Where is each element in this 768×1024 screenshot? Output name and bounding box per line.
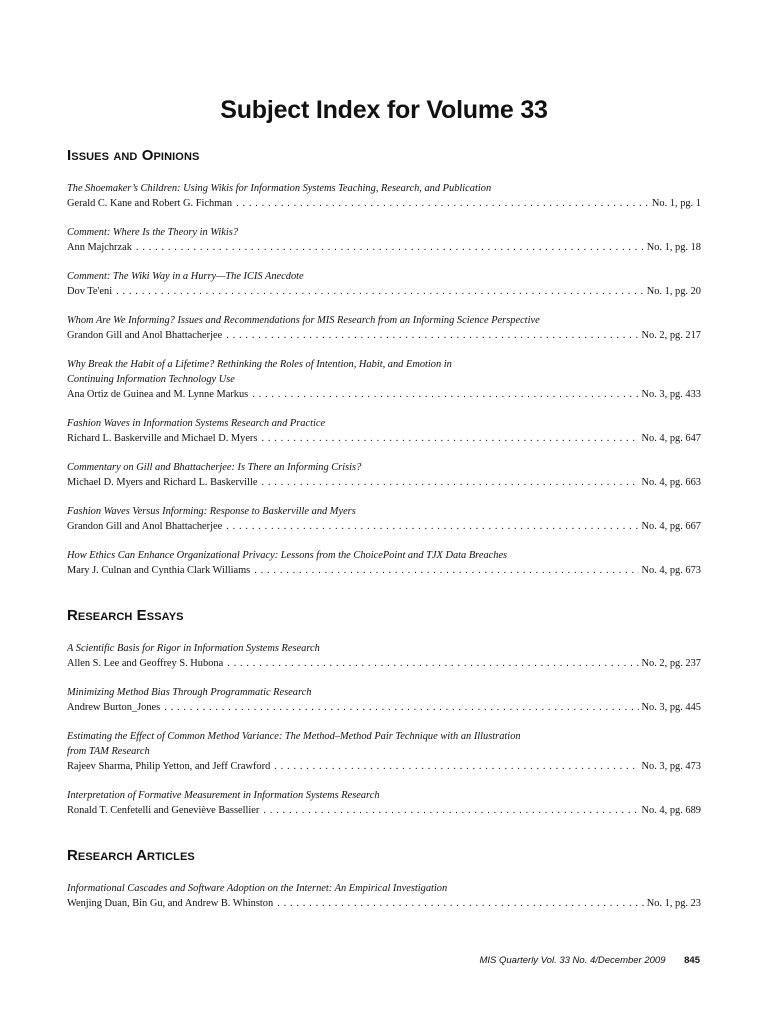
entry-title: Informational Cascades and Software Adoption on the Internet: An Empirical Investigation bbox=[67, 883, 448, 894]
entry-authors: Wenjing Duan, Bin Gu, and Andrew B. Whinston bbox=[67, 898, 274, 909]
dot-leader bbox=[254, 563, 638, 578]
entry-issue-page: No. 4, pg. 673 bbox=[641, 565, 701, 576]
entry-title: Estimating the Effect of Common Method Variance: The Method–Method Pair Technique with an Illustration bbox=[67, 731, 521, 742]
index-entry bbox=[67, 181, 701, 211]
dot-leader bbox=[226, 328, 638, 343]
entry-issue-page: No. 1, pg. 23 bbox=[646, 898, 701, 909]
entry-authors: Andrew Burton_Jones bbox=[67, 702, 161, 713]
entry-list bbox=[67, 881, 701, 911]
entry-issue-page: No. 1, pg. 20 bbox=[646, 286, 701, 297]
entry-issue-page: No. 1, pg. 1 bbox=[651, 198, 701, 209]
dot-leader bbox=[252, 387, 638, 402]
section-heading: Issues and Opinions bbox=[67, 147, 200, 164]
author-line bbox=[67, 656, 701, 671]
entry-authors: Ronald T. Cenfetelli and Geneviève Bassellier bbox=[67, 805, 260, 816]
dot-leader bbox=[274, 759, 638, 774]
section-heading: Research Articles bbox=[67, 847, 195, 864]
dot-leader bbox=[261, 431, 638, 446]
entry-authors: Allen S. Lee and Geoffrey S. Hubona bbox=[67, 658, 224, 669]
entry-title: Minimizing Method Bias Through Programmatic Research bbox=[67, 687, 312, 698]
entry-title: How Ethics Can Enhance Organizational Privacy: Lessons from the ChoicePoint and TJX Data Breaches bbox=[67, 550, 508, 561]
author-line bbox=[67, 803, 701, 818]
entry-list bbox=[67, 641, 701, 818]
author-line bbox=[67, 475, 701, 490]
entry-title: The Shoemaker’s Children: Using Wikis for Information Systems Teaching, Research, and Publication bbox=[67, 183, 492, 194]
entry-title: Why Break the Habit of a Lifetime? Rethinking the Roles of Intention, Habit, and Emotion in bbox=[67, 359, 452, 370]
index-entry bbox=[67, 685, 701, 715]
entry-authors: Dov Te'eni bbox=[67, 286, 113, 297]
page-title: Subject Index for Volume 33 bbox=[220, 96, 548, 124]
dot-leader bbox=[226, 519, 638, 534]
entry-title-continued: Continuing Information Technology Use bbox=[67, 374, 235, 385]
index-entry bbox=[67, 548, 701, 578]
author-line bbox=[67, 700, 701, 715]
section-heading: Research Essays bbox=[67, 607, 184, 624]
dot-leader bbox=[227, 656, 638, 671]
entry-authors: Grandon Gill and Anol Bhattacherjee bbox=[67, 521, 223, 532]
entry-title: Commentary on Gill and Bhattacherjee: Is There an Informing Crisis? bbox=[67, 462, 362, 473]
entry-title: Comment: The Wiki Way in a Hurry—The ICIS Anecdote bbox=[67, 271, 304, 282]
author-line bbox=[67, 284, 701, 299]
entry-authors: Ann Majchrzak bbox=[67, 242, 132, 253]
entry-authors: Gerald C. Kane and Robert G. Fichman bbox=[67, 198, 233, 209]
section-issues-opinions bbox=[67, 147, 701, 592]
entry-issue-page: No. 4, pg. 663 bbox=[641, 477, 701, 488]
entry-title: Interpretation of Formative Measurement in Information Systems Research bbox=[67, 790, 380, 801]
index-entry bbox=[67, 729, 701, 774]
author-line bbox=[67, 896, 701, 911]
entry-authors: Ana Ortiz de Guinea and M. Lynne Markus bbox=[67, 389, 249, 400]
entry-title: Whom Are We Informing? Issues and Recommendations for MIS Research from an Informing Science Perspective bbox=[67, 315, 540, 326]
index-entry bbox=[67, 788, 701, 818]
entry-authors: Richard L. Baskerville and Michael D. Myers bbox=[67, 433, 258, 444]
entry-authors: Mary J. Culnan and Cynthia Clark Williams bbox=[67, 565, 251, 576]
entry-issue-page: No. 4, pg. 647 bbox=[641, 433, 701, 444]
entry-issue-page: No. 3, pg. 433 bbox=[641, 389, 701, 400]
author-line bbox=[67, 519, 701, 534]
author-line bbox=[67, 563, 701, 578]
entry-issue-page: No. 2, pg. 217 bbox=[641, 330, 701, 341]
entry-authors: Michael D. Myers and Richard L. Baskerville bbox=[67, 477, 258, 488]
author-line bbox=[67, 431, 701, 446]
entry-issue-page: No. 3, pg. 445 bbox=[641, 702, 701, 713]
index-entry bbox=[67, 225, 701, 255]
author-line bbox=[67, 196, 701, 211]
entry-title: Fashion Waves Versus Informing: Response to Baskerville and Myers bbox=[67, 506, 356, 517]
dot-leader bbox=[116, 284, 644, 299]
index-entry bbox=[67, 881, 701, 911]
author-line bbox=[67, 387, 701, 402]
dot-leader bbox=[277, 896, 644, 911]
index-entry bbox=[67, 313, 701, 343]
entry-list bbox=[67, 181, 701, 578]
entry-title-continued: from TAM Research bbox=[67, 746, 150, 757]
author-line bbox=[67, 328, 701, 343]
page-number: 845 bbox=[684, 955, 700, 966]
author-line bbox=[67, 240, 701, 255]
page-footer bbox=[0, 955, 700, 966]
journal-citation: MIS Quarterly Vol. 33 No. 4/December 2009 bbox=[479, 955, 666, 966]
dot-leader bbox=[236, 196, 649, 211]
section-research-articles bbox=[67, 847, 701, 925]
entry-issue-page: No. 4, pg. 667 bbox=[641, 521, 701, 532]
entry-title: Comment: Where Is the Theory in Wikis? bbox=[67, 227, 239, 238]
entry-issue-page: No. 2, pg. 237 bbox=[641, 658, 701, 669]
entry-authors: Rajeev Sharma, Philip Yetton, and Jeff Crawford bbox=[67, 761, 271, 772]
index-entry bbox=[67, 357, 701, 402]
entry-title: A Scientific Basis for Rigor in Information Systems Research bbox=[67, 643, 320, 654]
index-entry bbox=[67, 504, 701, 534]
entry-title: Fashion Waves in Information Systems Research and Practice bbox=[67, 418, 326, 429]
author-line bbox=[67, 759, 701, 774]
section-research-essays bbox=[67, 607, 701, 832]
index-entry bbox=[67, 416, 701, 446]
entry-issue-page: No. 3, pg. 473 bbox=[641, 761, 701, 772]
index-entry bbox=[67, 269, 701, 299]
entry-issue-page: No. 4, pg. 689 bbox=[641, 805, 701, 816]
dot-leader bbox=[136, 240, 644, 255]
dot-leader bbox=[261, 475, 638, 490]
dot-leader bbox=[164, 700, 638, 715]
dot-leader bbox=[263, 803, 638, 818]
index-entry bbox=[67, 641, 701, 671]
entry-authors: Grandon Gill and Anol Bhattacherjee bbox=[67, 330, 223, 341]
entry-issue-page: No. 1, pg. 18 bbox=[646, 242, 701, 253]
index-entry bbox=[67, 460, 701, 490]
